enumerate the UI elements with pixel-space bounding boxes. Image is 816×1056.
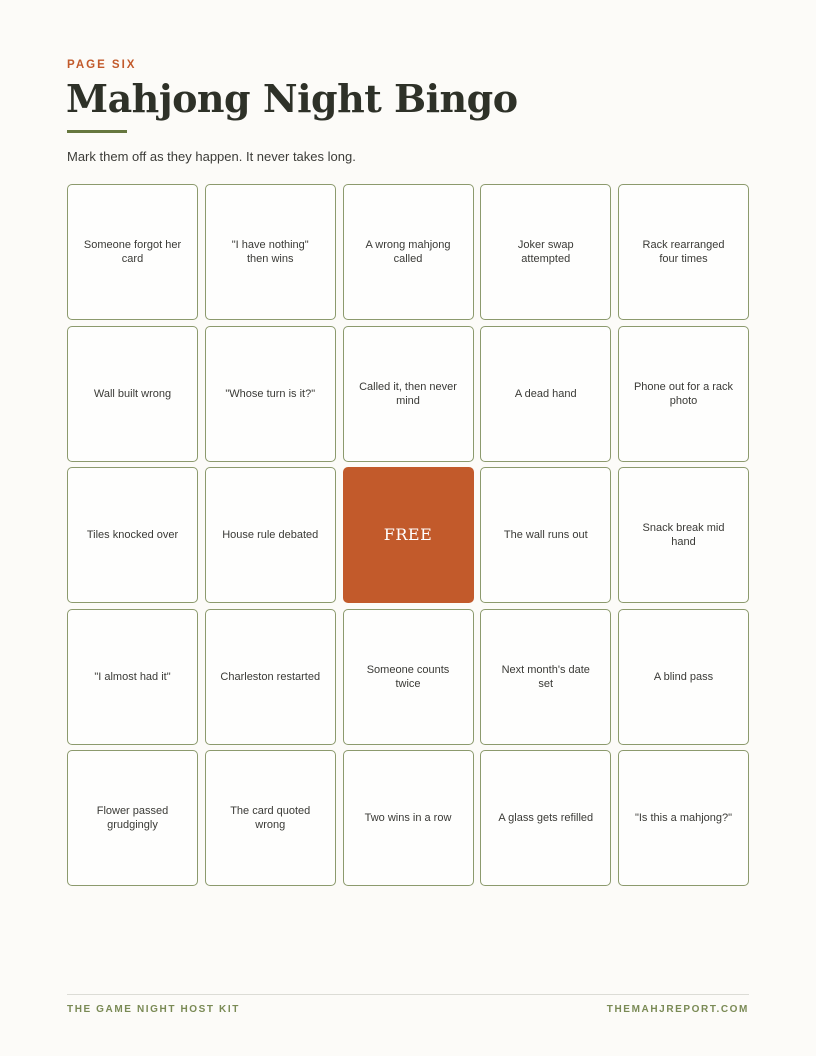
bingo-cell[interactable]: A glass gets refilled [480, 750, 611, 886]
bingo-cell[interactable]: Phone out for a rack photo [618, 326, 749, 462]
bingo-cell[interactable]: Someone counts twice [343, 609, 474, 745]
bingo-cell[interactable]: Called it, then never mind [343, 326, 474, 462]
page-title: Mahjong Night Bingo [66, 76, 518, 121]
bingo-free-cell[interactable]: FREE [343, 467, 474, 603]
bingo-cell[interactable]: "I have nothing" then wins [205, 184, 336, 320]
bingo-cell[interactable]: Flower passed grudgingly [67, 750, 198, 886]
bingo-cell[interactable]: Someone forgot her card [67, 184, 198, 320]
footer-kit-name: THE GAME NIGHT HOST KIT [67, 1004, 240, 1015]
bingo-cell[interactable]: Two wins in a row [343, 750, 474, 886]
bingo-grid [67, 184, 749, 886]
bingo-cell[interactable]: The wall runs out [480, 467, 611, 603]
bingo-cell[interactable]: A blind pass [618, 609, 749, 745]
page-subtitle: Mark them off as they happen. It never takes long. [67, 149, 356, 164]
bingo-cell[interactable]: Wall built wrong [67, 326, 198, 462]
page-kicker: PAGE SIX [67, 59, 137, 71]
bingo-cell[interactable]: Charleston restarted [205, 609, 336, 745]
bingo-cell[interactable]: Joker swap attempted [480, 184, 611, 320]
footer-website: THEMAHJREPORT.COM [606, 1004, 749, 1015]
bingo-cell[interactable]: House rule debated [205, 467, 336, 603]
bingo-cell[interactable]: Next month's date set [480, 609, 611, 745]
bingo-cell[interactable]: "Is this a mahjong?" [618, 750, 749, 886]
bingo-cell[interactable]: A dead hand [480, 326, 611, 462]
bingo-cell[interactable]: Snack break mid hand [618, 467, 749, 603]
bingo-cell[interactable]: "Whose turn is it?" [205, 326, 336, 462]
footer-divider [67, 994, 749, 995]
bingo-cell[interactable]: The card quoted wrong [205, 750, 336, 886]
bingo-cell[interactable]: "I almost had it" [67, 609, 198, 745]
bingo-cell[interactable]: Rack rearranged four times [618, 184, 749, 320]
title-underline [67, 130, 127, 133]
bingo-cell[interactable]: A wrong mahjong called [343, 184, 474, 320]
bingo-cell[interactable]: Tiles knocked over [67, 467, 198, 603]
